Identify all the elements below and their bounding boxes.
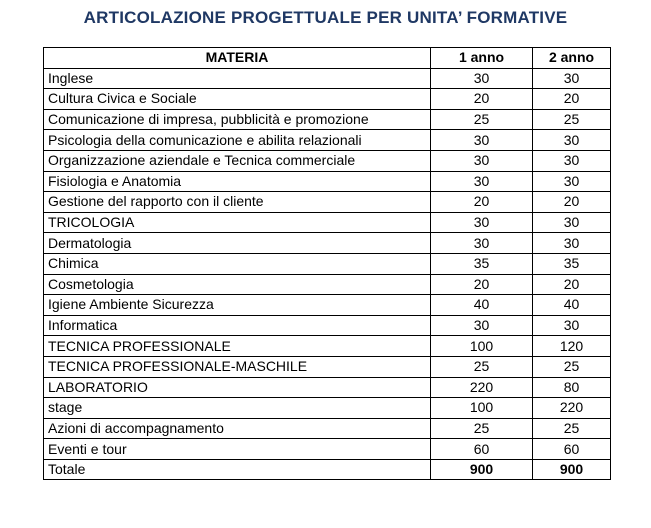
total-row — [44, 459, 611, 480]
table-row — [44, 418, 611, 439]
total-anno2: 900 — [533, 459, 611, 480]
table-row — [44, 233, 611, 254]
anno2-cell: 30 — [533, 171, 611, 192]
anno1-cell: 60 — [431, 439, 533, 460]
materia-cell: Fisiologia e Anatomia — [44, 171, 431, 192]
table-row — [44, 336, 611, 357]
table-row — [44, 398, 611, 419]
anno1-cell: 25 — [431, 356, 533, 377]
anno2-cell: 30 — [533, 130, 611, 151]
table-row — [44, 68, 611, 89]
materia-cell: LABORATORIO — [44, 377, 431, 398]
table-row — [44, 109, 611, 130]
anno2-cell: 30 — [533, 68, 611, 89]
subjects-table — [43, 47, 611, 480]
anno1-cell: 30 — [431, 233, 533, 254]
table-row — [44, 439, 611, 460]
table-row — [44, 274, 611, 295]
anno2-cell: 25 — [533, 109, 611, 130]
anno2-cell: 25 — [533, 356, 611, 377]
materia-cell: Igiene Ambiente Sicurezza — [44, 295, 431, 316]
anno1-cell: 100 — [431, 336, 533, 357]
materia-cell: TECNICA PROFESSIONALE — [44, 336, 431, 357]
table-row — [44, 212, 611, 233]
materia-cell: stage — [44, 398, 431, 419]
anno2-cell: 35 — [533, 253, 611, 274]
anno1-cell: 35 — [431, 253, 533, 274]
materia-cell: Psicologia della comunicazione e abilita relazionali — [44, 130, 431, 151]
anno1-cell: 30 — [431, 315, 533, 336]
materia-cell: Inglese — [44, 68, 431, 89]
table-row — [44, 192, 611, 213]
anno2-cell: 40 — [533, 295, 611, 316]
table-row — [44, 377, 611, 398]
table-row — [44, 130, 611, 151]
header-1-anno: 1 anno — [431, 48, 533, 69]
anno1-cell: 40 — [431, 295, 533, 316]
anno1-cell: 220 — [431, 377, 533, 398]
anno1-cell: 20 — [431, 89, 533, 110]
anno1-cell: 30 — [431, 68, 533, 89]
materia-cell: Cultura Civica e Sociale — [44, 89, 431, 110]
table-row — [44, 315, 611, 336]
table-row — [44, 171, 611, 192]
anno1-cell: 30 — [431, 130, 533, 151]
table-row — [44, 89, 611, 110]
anno2-cell: 80 — [533, 377, 611, 398]
anno1-cell: 100 — [431, 398, 533, 419]
total-anno1: 900 — [431, 459, 533, 480]
anno1-cell: 20 — [431, 274, 533, 295]
anno2-cell: 30 — [533, 233, 611, 254]
table-row — [44, 150, 611, 171]
materia-cell: Informatica — [44, 315, 431, 336]
anno1-cell: 25 — [431, 418, 533, 439]
materia-cell: Organizzazione aziendale e Tecnica commerciale — [44, 150, 431, 171]
anno1-cell: 30 — [431, 150, 533, 171]
anno1-cell: 25 — [431, 109, 533, 130]
table-body — [44, 68, 611, 480]
anno2-cell: 25 — [533, 418, 611, 439]
table-row — [44, 253, 611, 274]
anno2-cell: 30 — [533, 315, 611, 336]
anno1-cell: 30 — [431, 212, 533, 233]
anno2-cell: 20 — [533, 89, 611, 110]
materia-cell: Eventi e tour — [44, 439, 431, 460]
page-title: ARTICOLAZIONE PROGETTUALE PER UNITA’ FORMATIVE — [83, 8, 568, 27]
materia-cell: Chimica — [44, 253, 431, 274]
anno2-cell: 20 — [533, 274, 611, 295]
anno2-cell: 20 — [533, 192, 611, 213]
materia-cell: Gestione del rapporto con il cliente — [44, 192, 431, 213]
anno2-cell: 120 — [533, 336, 611, 357]
total-label: Totale — [44, 459, 431, 480]
materia-cell: Azioni di accompagnamento — [44, 418, 431, 439]
materia-cell: Dermatologia — [44, 233, 431, 254]
header-materia: MATERIA — [44, 48, 431, 69]
materia-cell: TRICOLOGIA — [44, 212, 431, 233]
anno1-cell: 20 — [431, 192, 533, 213]
table-row — [44, 356, 611, 377]
anno2-cell: 30 — [533, 212, 611, 233]
materia-cell: Cosmetologia — [44, 274, 431, 295]
materia-cell: TECNICA PROFESSIONALE-MASCHILE — [44, 356, 431, 377]
table-row — [44, 295, 611, 316]
anno2-cell: 220 — [533, 398, 611, 419]
anno2-cell: 30 — [533, 150, 611, 171]
anno2-cell: 60 — [533, 439, 611, 460]
header-2-anno: 2 anno — [533, 48, 611, 69]
materia-cell: Comunicazione di impresa, pubblicità e promozione — [44, 109, 431, 130]
table-header-row — [44, 48, 611, 69]
anno1-cell: 30 — [431, 171, 533, 192]
